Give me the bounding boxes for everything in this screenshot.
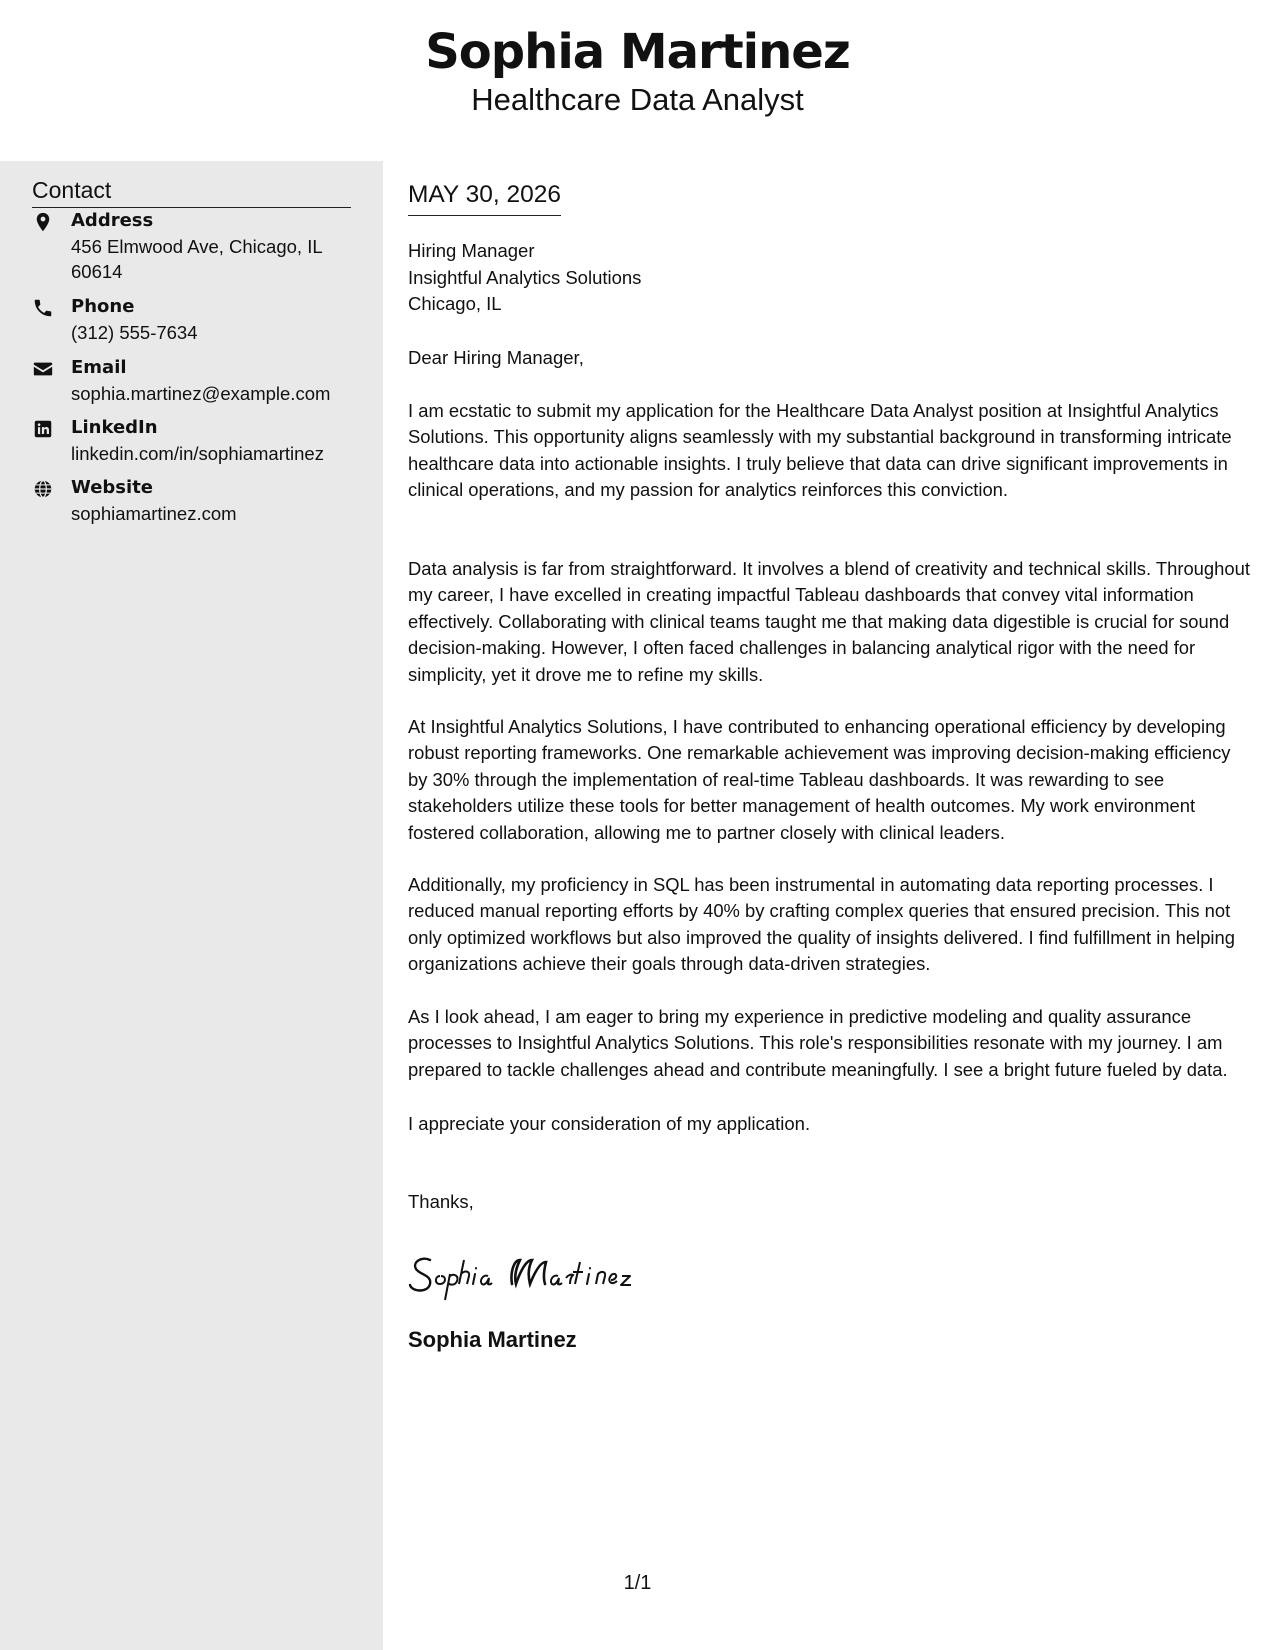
recipient-block (408, 238, 641, 318)
contact-value: sophiamartinez.com (71, 503, 237, 524)
handwritten-signature (408, 1238, 678, 1308)
recipient-line: Hiring Manager (408, 240, 535, 261)
body-paragraph: As I look ahead, I am eager to bring my experience in predictive modeling and quality assurance processes to Insightful Analytics Solutions. This role's responsibilities resonate with my journey. I am prepared to tackle challenges ahead and contribute meaningfully. I see a bright future fueled by data. (408, 1006, 1228, 1080)
contact-value: (312) 555-7634 (71, 322, 198, 343)
map-pin-icon (32, 211, 54, 233)
salutation: Dear Hiring Manager, (408, 347, 584, 368)
contact-value: sophia.martinez@example.com (71, 383, 331, 404)
recipient-line: Chicago, IL (408, 293, 502, 314)
closing-line: I appreciate your consideration of my application. (408, 1113, 811, 1134)
recipient-line: Insightful Analytics Solutions (408, 266, 642, 288)
applicant-name: Sophia Martinez (425, 24, 850, 80)
contact-label: Website (71, 477, 154, 498)
letter-date: MAY 30, 2026 (408, 179, 561, 216)
contact-heading: Contact (32, 175, 351, 208)
body-paragraph: Data analysis is far from straightforward. It involves a blend of creativity and technical skills. Throughout my career, I have excelled in creating impactful Tableau dashboards that convey vital information effectively. Collaborating with clinical teams taught me that making data digestible is crucial for sound decision-making. However, I often faced challenges in balancing analytical rigor with the need for simplicity, yet it drove me to refine my skills. (408, 558, 1250, 685)
body-paragraph: Additionally, my proficiency in SQL has been instrumental in automating data reporting processes. I reduced manual reporting efforts by 40% by crafting complex queries that ensured precision. This not only optimized workflows but also improved the quality of insights delivered. I find fulfillment in helping organizations achieve their goals through data-driven strategies. (408, 874, 1235, 975)
signer-name: Sophia Martinez (408, 1327, 577, 1352)
contact-value: linkedin.com/in/sophiamartinez (71, 443, 324, 464)
contact-sidebar (0, 161, 383, 1650)
contact-label: Email (71, 357, 127, 378)
phone-icon (32, 297, 54, 319)
page-indicator: 1/1 (623, 1572, 652, 1594)
globe-icon (32, 478, 54, 500)
applicant-title: Healthcare Data Analyst (471, 82, 804, 117)
contact-label: Phone (71, 296, 135, 317)
letter-header (0, 0, 1275, 161)
signoff: Thanks, (408, 1191, 474, 1212)
contact-label: Address (71, 210, 154, 231)
body-paragraph: I am ecstatic to submit my application for the Healthcare Data Analyst position at Insightful Analytics Solutions. This opportunity aligns seamlessly with my substantial background in transforming intricate healthcare data into actionable insights. I truly believe that data can drive significant improvements in clinical operations, and my passion for analytics reinforces this conviction. (408, 400, 1232, 501)
contact-label: LinkedIn (71, 417, 158, 438)
contact-value: 456 Elmwood Ave, Chicago, IL 60614 (71, 236, 322, 282)
linkedin-icon (32, 418, 54, 440)
body-paragraph: At Insightful Analytics Solutions, I have contributed to enhancing operational efficiency by developing robust reporting frameworks. One remarkable achievement was improving decision-making efficiency by 30% through the implementation of real-time Tableau dashboards. It was rewarding to see stakeholders utilize these tools for better management of health outcomes. My work environment fostered collaboration, allowing me to partner closely with clinical leaders. (408, 716, 1231, 843)
envelope-icon (32, 358, 54, 380)
